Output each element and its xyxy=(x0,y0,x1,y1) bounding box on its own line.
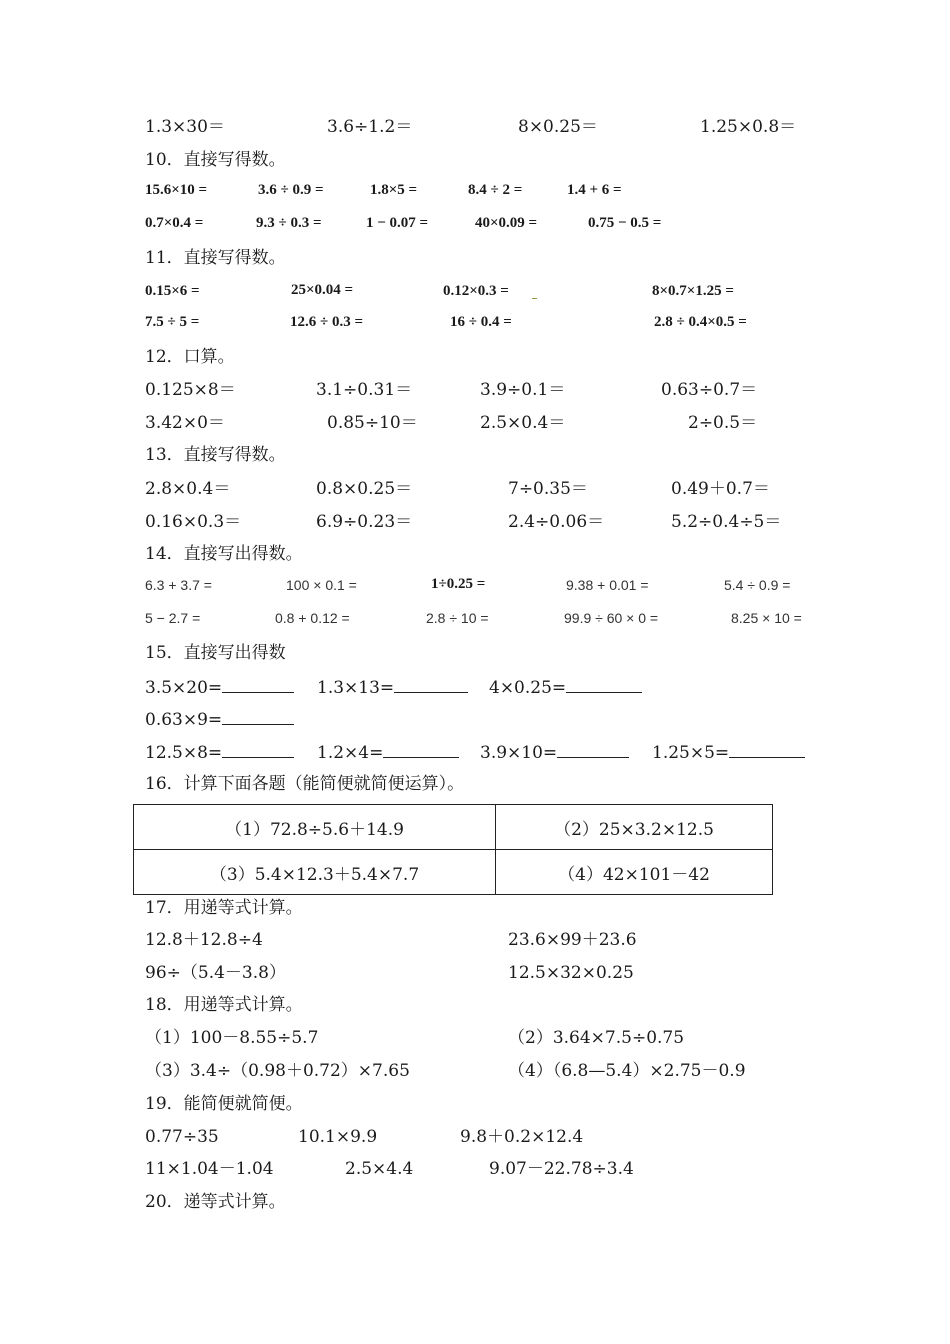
problem: 2.5×4.4 xyxy=(345,1159,414,1179)
problem: （4）（6.8—5.4）×2.75－0.9 xyxy=(508,1061,746,1081)
answer-blank[interactable] xyxy=(394,677,468,693)
problem: 1÷0.25 = xyxy=(431,576,486,592)
problem: 23.6×99＋23.6 xyxy=(508,930,637,950)
problem: （2）3.64×7.5÷0.75 xyxy=(508,1028,685,1048)
question-16-title: 16．计算下面各题（能简便就简便运算）。 xyxy=(145,774,465,794)
question-12-title: 12．口算。 xyxy=(145,347,235,367)
problem: 0.15×6 = xyxy=(145,283,200,299)
problem: 7.5 ÷ 5 = xyxy=(145,314,200,330)
problem: 5 − 2.7 = xyxy=(145,610,201,626)
question-15-title: 15．直接写出得数 xyxy=(145,643,286,663)
answer-blank[interactable] xyxy=(557,742,629,758)
problem: （3）3.4÷（0.98＋0.72）×7.65 xyxy=(145,1061,410,1081)
problem: 5.4 ÷ 0.9 = xyxy=(724,577,791,593)
problem: 3.6 ÷ 0.9 = xyxy=(258,182,324,198)
problem-text: 12.5×8= xyxy=(145,743,223,763)
problem: 0.85÷10＝ xyxy=(327,413,418,433)
problem: 8×0.25＝ xyxy=(518,117,598,137)
problem: 1.8×5 = xyxy=(370,182,418,198)
answer-blank[interactable] xyxy=(222,742,294,758)
problem: 0.8 + 0.12 = xyxy=(275,610,350,626)
table-cell: （3）5.4×12.3＋5.4×7.7 xyxy=(134,850,496,895)
problem: 9.07－22.78÷3.4 xyxy=(489,1159,634,1179)
problem: 96÷（5.4－3.8） xyxy=(145,963,286,983)
problem: 9.38 + 0.01 = xyxy=(566,577,649,593)
problem: （1）100－8.55÷5.7 xyxy=(145,1028,319,1048)
problem: 1 − 0.07 = xyxy=(366,215,429,231)
problem: 9.8＋0.2×12.4 xyxy=(460,1127,584,1147)
problem-text: 4×0.25= xyxy=(489,678,567,698)
problem: 9.3 ÷ 0.3 = xyxy=(256,215,322,231)
answer-blank[interactable] xyxy=(383,742,459,758)
problem: 0.12×0.3 = xyxy=(443,283,509,299)
problem: 6.9÷0.23＝ xyxy=(316,512,413,532)
problem: 10.1×9.9 xyxy=(298,1127,378,1147)
question-10-title: 10．直接写得数。 xyxy=(145,150,286,170)
answer-blank[interactable] xyxy=(222,677,294,693)
problem: 16 ÷ 0.4 = xyxy=(450,314,512,330)
problem xyxy=(489,677,642,698)
problem: 0.49＋0.7＝ xyxy=(671,479,770,499)
answer-blank[interactable] xyxy=(222,709,294,725)
answer-blank[interactable] xyxy=(566,677,642,693)
problem: 1.25×0.8＝ xyxy=(700,117,797,137)
problem: 2.8×0.4＝ xyxy=(145,479,231,499)
problem xyxy=(145,709,294,730)
problem-text: 3.9×10= xyxy=(480,743,558,763)
stray-mark xyxy=(532,298,537,299)
problem xyxy=(317,742,459,763)
problem: 99.9 ÷ 60 × 0 = xyxy=(564,610,659,626)
question-13-title: 13．直接写得数。 xyxy=(145,445,286,465)
table-cell: （1）72.8÷5.6＋14.9 xyxy=(134,805,496,850)
question-19-title: 19．能简便就简便。 xyxy=(145,1094,303,1114)
problem: 0.7×0.4 = xyxy=(145,215,204,231)
problem: 0.16×0.3＝ xyxy=(145,512,242,532)
problem xyxy=(480,742,629,763)
problem: 40×0.09 = xyxy=(475,215,538,231)
problem: 3.1÷0.31＝ xyxy=(316,380,413,400)
problem: 11×1.04－1.04 xyxy=(145,1159,274,1179)
problem: 5.2÷0.4÷5＝ xyxy=(671,512,782,532)
problem: 0.8×0.25＝ xyxy=(316,479,413,499)
question-14-title: 14．直接写出得数。 xyxy=(145,544,303,564)
problem: 0.77÷35 xyxy=(145,1127,219,1147)
problem-table xyxy=(133,804,773,895)
question-11-title: 11．直接写得数。 xyxy=(145,248,286,268)
problem: 3.9÷0.1＝ xyxy=(480,380,566,400)
problem: 25×0.04 = xyxy=(291,282,354,298)
problem: 2.5×0.4＝ xyxy=(480,413,566,433)
problem: 12.6 ÷ 0.3 = xyxy=(290,314,364,330)
question-18-title: 18．用递等式计算。 xyxy=(145,995,303,1015)
problem: 8×0.7×1.25 = xyxy=(652,283,734,299)
problem: 7÷0.35＝ xyxy=(508,479,588,499)
problem: 8.25 × 10 = xyxy=(731,610,802,626)
problem xyxy=(145,742,294,763)
problem: 2.8 ÷ 10 = xyxy=(426,610,489,626)
problem: 6.3 + 3.7 = xyxy=(145,577,212,593)
question-17-title: 17．用递等式计算。 xyxy=(145,898,303,918)
problem-text: 1.2×4= xyxy=(317,743,384,763)
problem-text: 1.25×5= xyxy=(652,743,730,763)
problem: 0.125×8＝ xyxy=(145,380,236,400)
problem-text: 1.3×13= xyxy=(317,678,395,698)
problem: 2.4÷0.06＝ xyxy=(508,512,605,532)
problem: 100 × 0.1 = xyxy=(286,577,357,593)
problem: 12.8＋12.8÷4 xyxy=(145,930,263,950)
problem xyxy=(145,677,294,698)
table-cell: （4）42×101－42 xyxy=(496,850,773,895)
problem: 0.63÷0.7＝ xyxy=(661,380,758,400)
problem: 1.4 + 6 = xyxy=(567,182,622,198)
problem: 2.8 ÷ 0.4×0.5 = xyxy=(654,314,747,330)
problem: 8.4 ÷ 2 = xyxy=(468,182,523,198)
problem-text: 0.63×9= xyxy=(145,710,223,730)
problem xyxy=(652,742,805,763)
question-20-title: 20．递等式计算。 xyxy=(145,1192,286,1212)
problem: 15.6×10 = xyxy=(145,182,208,198)
problem: 3.42×0＝ xyxy=(145,413,225,433)
problem: 2÷0.5＝ xyxy=(688,413,758,433)
problem: 3.6÷1.2＝ xyxy=(327,117,413,137)
answer-blank[interactable] xyxy=(729,742,805,758)
problem-text: 3.5×20= xyxy=(145,678,223,698)
problem: 12.5×32×0.25 xyxy=(508,963,634,983)
problem: 1.3×30＝ xyxy=(145,117,225,137)
table-cell: （2）25×3.2×12.5 xyxy=(496,805,773,850)
problem: 0.75 − 0.5 = xyxy=(588,215,662,231)
problem xyxy=(317,677,468,698)
